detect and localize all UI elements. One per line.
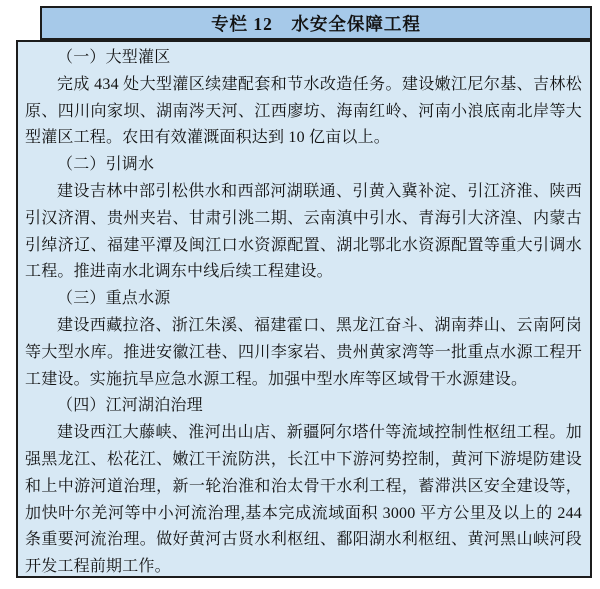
section-heading-4: （四）江河湖泊治理 xyxy=(57,397,203,415)
section-heading-1: （一）大型灌区 xyxy=(57,49,171,66)
panel-header xyxy=(40,6,592,40)
section-paragraph-2: 建设吉林中部引松供水和西部河湖联通、引黄入冀补淀、引江济淮、陕西引汉济渭、贵州夹岩、甘肃引洮二期、云南滇中引水、青海引大济湟、内蒙古引绰济辽、福建平潭及闽江口水资源配置、湖北鄂北水资源配置等重大引调水工程。推进南水北调东中线后续工程建设。 xyxy=(25,182,582,281)
section-paragraph-3: 建设西藏拉洛、浙江朱溪、福建霍口、黑龙江奋斗、湖南莽山、云南阿岗等大型水库。推进安徽江巷、四川李家岩、贵州黄家湾等一批重点水源工程开工建设。实施抗旱应急水源工程。加强中型水库等区域骨干水源建设。 xyxy=(25,316,582,388)
section-paragraph-1: 完成 434 处大型灌区续建配套和节水改造任务。建设嫩江尼尔基、吉林松原、四川向家坝、湖南涔天河、江西廖坊、海南红岭、河南小浪底南北岸等大型灌区工程。农田有效灌溉面积达到 10 亿亩以上。 xyxy=(25,75,582,147)
panel-body xyxy=(16,40,592,578)
section-heading-3: （三）重点水源 xyxy=(57,290,171,308)
panel-title: 专栏 12 水安全保障工程 xyxy=(211,13,421,34)
section-paragraph-4: 建设西江大藤峡、淮河出山店、新疆阿尔塔什等流域控制性枢纽工程。加强黑龙江、松花江、嫩江干流防洪，长江中下游河势控制，黄河下游堤防建设和上中游河道治理，新一轮治淮和治太骨干水利工程，蓄滞洪区安全建设等，加快叶尔羌河等中小河流治理,基本完成流域面积 3000 平方公里及以上的 244 条重要河流治理。做好黄河古贤水利枢纽、鄱阳湖水利枢纽、黄河黑山峡河段开发工程前期工作。 xyxy=(25,424,582,576)
section-heading-2: （二）引调水 xyxy=(57,156,155,174)
